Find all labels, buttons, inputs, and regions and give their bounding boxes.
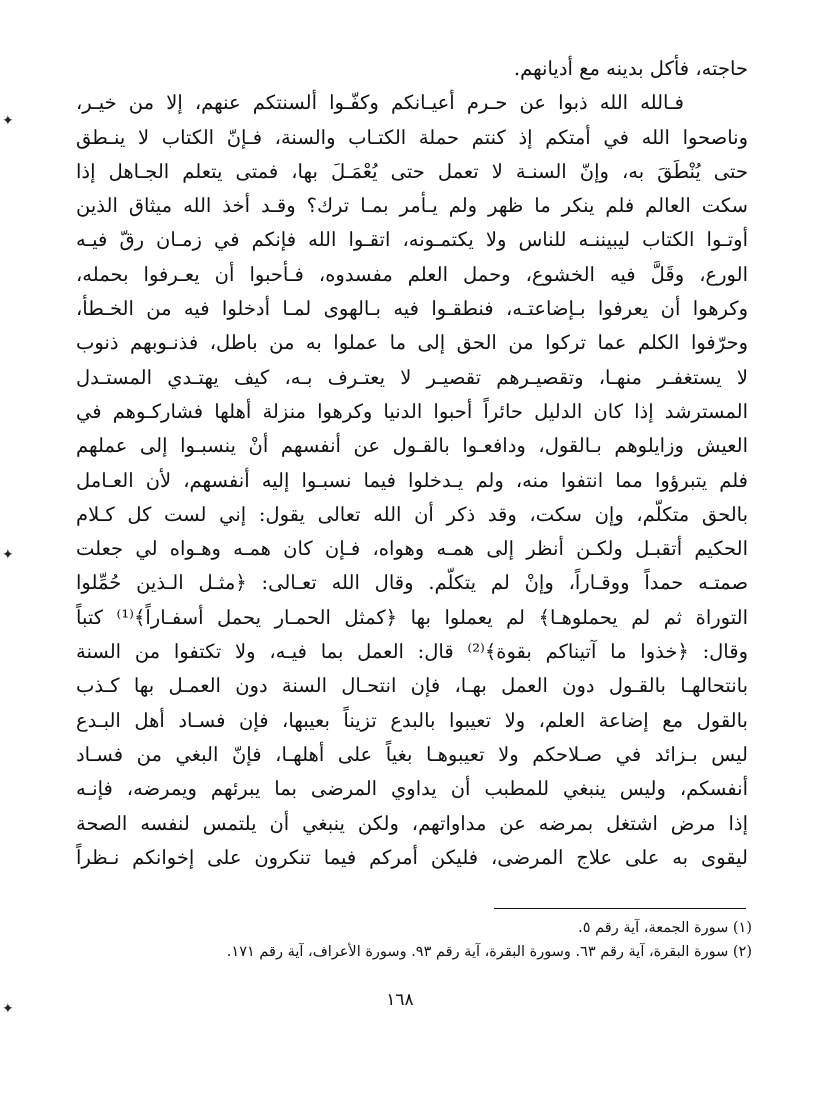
text-line: الورع، وقَلَّ فيه الخشوع، وحمل العلم مفسدوه، فـأحبوا أن يعـرفوا بحمله، <box>76 262 748 286</box>
text-line: بالحق متكلّم، وإن سكت، وقد ذكر أن الله تعالى يقول: إني لست كل كـلام <box>76 502 748 526</box>
text-line: لا يستغفـر منهـا، وتقصيـرهم تقصيـر لا يعتـرف بـه، كيف يهتـدي المستـدل <box>76 365 748 389</box>
text-line: حتى يُنْطَقَ به، وإنّ السنـة لا تعمل حتى يُعْمَـلَ بها، فمتى يتعلم الجـاهل إذا <box>76 159 748 183</box>
text-line: وحرّفوا الكلم عما تركوا من الحق إلى ما عملوا به من باطل، فذنـوبهم ذنوب <box>76 331 748 355</box>
text-line: صمتـه حمداً ووقـاراً، وإنْ لم يتكلّم. وقال الله تعـالى: ﴿مثـل الـذين حُمِّلوا <box>76 571 748 595</box>
text-line: التوراة ثم لم يحملوهـا﴾ لم يعملوا بها ﴿كمثل الحمـار يحمل أسفـاراً﴾⁽¹⁾ كتباً <box>76 605 748 629</box>
text-line: ليس بـزائد في صـلاحكم ولا تعيبوهـا بغياً على أهلهـا، فإنّ البغي من فسـاد <box>76 742 748 766</box>
text-line: بانتحالهـا بالقـول دون العمل بهـا، فإن انتحـال السنة دون العمـل بها كـذب <box>76 674 748 698</box>
text-line: أوتـوا الكتاب ليبيننـه للناس ولا يكتمـونه، اتقـوا الله فإنكم في زمـان رقّ فيـه <box>76 228 748 252</box>
text-line: فـالله الله ذبوا عن حـرم أعيـانكم وكفّـوا ألسنتكم عنهم، إلا من خيـر، <box>76 91 684 115</box>
text-line: بالقول مع إضاعة العلم، ولا تعيبوا بالبدع تزيناً بعيبها، فإن فسـاد أهل البـدع <box>76 708 748 732</box>
margin-mark-icon: ✦ <box>2 547 14 563</box>
margin-mark-icon: ✦ <box>2 113 14 129</box>
text-line: وكرهوا أن يعرفوا بـإضاعتـه، فنطقـوا فيه بـالهوى لمـا أدخلوا فيه من الخـطأ، <box>76 297 748 321</box>
text-line: فلم يتبرؤوا مما انتفوا منه، ولم يـدخلوا فيما نسبـوا إليه أنفسهم، لأن العـامل <box>76 468 748 492</box>
text-line: أنفسكم، وليس ينبغي للمطبب أن يداوي المرضى بما يبرئهم ويمرضه، فإنـه <box>76 777 748 801</box>
text-line: العيش وزايلوهم بـالقول، ودافعـوا بالقـول عن أنفسهم أنْ ينسبـوا إلى عملهم <box>76 434 748 458</box>
text-line: وناصحوا الله في أمتكم إذ كنتم حملة الكتـاب والسنة، فـإنّ الكتاب لا ينـطق <box>76 125 748 149</box>
footnote-1: (١) سورة الجمعة، آية رقم ٥. <box>578 920 752 936</box>
page-number: ١٦٨ <box>386 990 414 1010</box>
text-line: وقال: ﴿خذوا ما آتيناكم بقوة﴾⁽²⁾ قال: العمل بما فيـه، ولا تكتفوا من السنة <box>76 640 748 664</box>
text-line: المسترشد إذا كان الدليل حائراً أحبوا الدنيا وكرهوا منزلة أهلها فشاركـوهم في <box>76 399 748 423</box>
margin-mark-icon: ✦ <box>2 1001 14 1017</box>
text-line: ليقوى به على علاج المرضى، فليكن أمركم فيما تنكرون على إخوانكم نـظراً <box>76 845 748 869</box>
text-line: حاجته، فأكل بدينه مع أديانهم. <box>513 57 748 80</box>
text-line: الحكيم أتقبـل ولكـن أنظر إلى همـه وهواه، فـإن كان همـه وهـواه لي جعلت <box>76 537 748 561</box>
text-line: إذا مرض اشتغل بمرضه عن مداواتهم، ولكن ينبغي أن يلتمس لنفسه الصحة <box>76 811 748 835</box>
footnote-2: (٢) سورة البقرة، آية رقم ٦٣. وسورة البقرة، آية رقم ٩٣. وسورة الأعراف، آية رقم ١٧١. <box>226 944 752 960</box>
footnote-divider <box>494 908 746 909</box>
body-text <box>76 52 748 875</box>
text-line: سكت العالم فلم ينكر ما ظهر ولم يـأمر بمـا ترك؟ وقـد أخذ الله ميثاق الذين <box>76 194 748 218</box>
footnotes <box>150 916 752 964</box>
